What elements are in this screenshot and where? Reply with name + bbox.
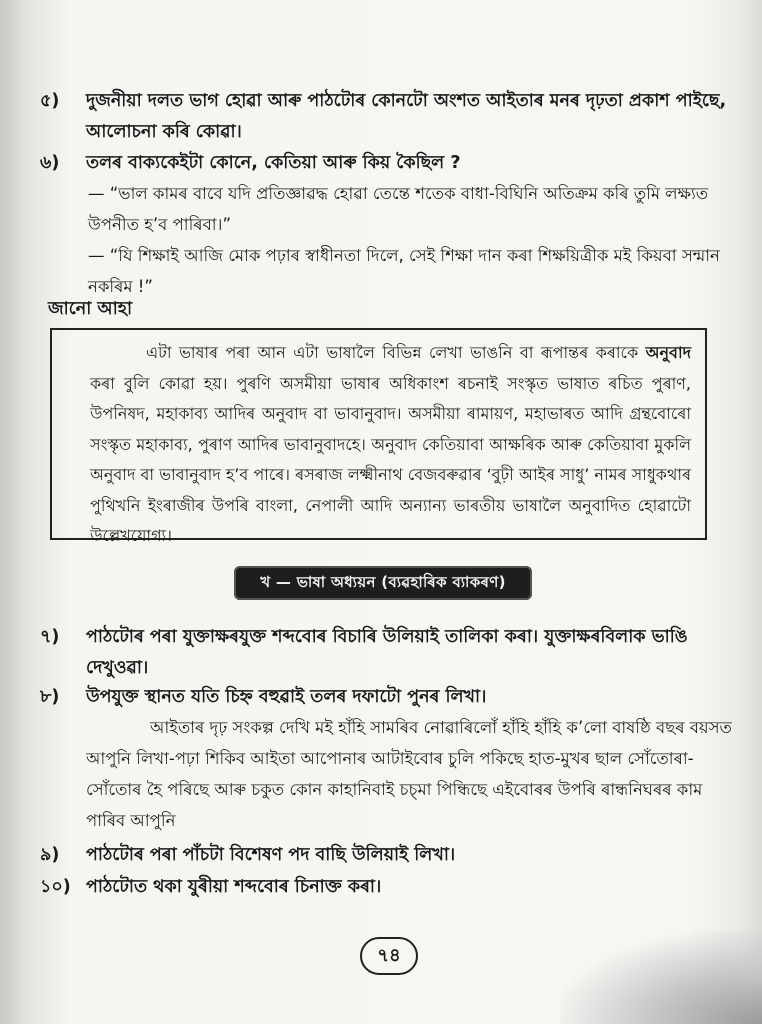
exercise-paragraph: [86, 712, 732, 836]
question-number: ৫): [40, 91, 60, 111]
know-more-heading: জানো আহা: [48, 299, 133, 319]
know-more-box: [50, 328, 707, 545]
question-10: [40, 872, 732, 903]
question-text: পাঠটোত থকা যুৰীয়া শব্দবোৰ চিনাক্ত কৰা।: [86, 877, 382, 897]
question-text: উপযুক্ত স্থানত যতি চিহ্ন বহুৱাই তলৰ দফাটো পুনৰ লিখা।: [86, 687, 487, 707]
know-more-text: [90, 338, 691, 552]
question-5: [40, 86, 732, 148]
page-shadow: [560, 930, 762, 1024]
question-number: ১০): [40, 877, 71, 897]
know-more-part1: এটা ভাষাৰ পৰা আন এটা ভাষালৈ বিভিন্ন লেখা ভাঙনি বা ৰূপান্তৰ কৰাকে: [146, 343, 646, 362]
know-more-part2: কৰা বুলি কোৱা হয়। পুৰণি অসমীয়া ভাষাৰ অধিকাংশ ৰচনাই সংস্কৃত ভাষাত ৰচিত পুৰাণ, উপনিষদ, মহাকাব্য আদিৰ অনুবাদ বা ভাবানুবাদ। অসমীয়া ৰামায়ণ, মহাভাৰত আদি গ্ৰন্থবোৰো সংস্কৃত মহাকাব্য, পুৰাণ আদিৰ ভাবানুবাদহে। অনুবাদ কেতিয়াবা আক্ষৰিক আৰু কেতিয়াবা মুকলি অনুবাদ বা ভাবানুবাদ হ’ব পাৰে। ৰসৰাজ লক্ষ্মীনাথ বেজবৰুৱাৰ ‘বুঢ়ী আইৰ সাধু’ নামৰ সাধুকথাৰ পুথিখনি ইংৰাজীৰ উপৰি বাংলা, নেপালী আদি অন্যান্য ভাৰতীয় ভাষালৈ অনুবাদিত হোৱাটো উল্লেখযোগ্য।: [90, 373, 691, 545]
question-number: ৭): [40, 627, 60, 647]
question-9: [40, 840, 732, 871]
question-6: [40, 148, 732, 179]
question-8: [40, 682, 732, 713]
question-text: তলৰ বাক্যকেইটা কোনে, কেতিয়া আৰু কিয় কৈছিল ?: [86, 153, 461, 173]
exercise-paragraph-text: আইতাৰ দৃঢ় সংকল্প দেখি মই হাঁহি সামৰিব নোৱাৰিলোঁ হাঁহি হাঁহি ক’লো বাষষ্ঠি বছৰ বয়সত আপুনি লিখা-পঢ়া শিকিব আইতা আপোনাৰ আটাইবোৰ চুলি পকিছে হাত-মুখৰ ছাল সোঁতোৰা-সোঁতোৰ হৈ পৰিছে আৰু চকুত কোন কাহানিবাই চচ্মা পিন্ধিছে এইবোৰৰ উপৰি ৰান্ধনিঘৰৰ কাম পাৰিব আপুনি: [86, 718, 732, 830]
question-text: দুজনীয়া দলত ভাগ হোৱা আৰু পাঠটোৰ কোনটো অংশত আইতাৰ মনৰ দৃঢ়তা প্ৰকাশ পাইছে, আলোচনা কৰি কোৱা।: [86, 91, 727, 142]
quote-2: — “যি শিক্ষাই আজি মোক পঢ়াৰ স্বাধীনতা দিলে, সেই শিক্ষা দান কৰা শিক্ষয়িত্ৰীক মই কিয়বা সন্মান নকৰিম !”: [88, 246, 720, 296]
question-number: ৬): [40, 153, 60, 173]
question-text: পাঠটোৰ পৰা যুক্তাক্ষৰযুক্ত শব্দবোৰ বিচাৰি উলিয়াই তালিকা কৰা। যুক্তাক্ষৰবিলাক ভাঙি দেখুওৱা।: [86, 627, 688, 678]
question-number: ৯): [40, 845, 60, 865]
section-banner-text: খ — ভাষা অধ্যয়ন (ব্যৱহাৰিক ব্যাকৰণ): [260, 572, 506, 591]
quote-1: — “ভাল কামৰ বাবে যদি প্ৰতিজ্ঞাৱদ্ধ হোৱা তেন্তে শতেক বাধা-বিঘিনি অতিক্ৰম কৰি তুমি লক্ষ্যত উপনীত হ’ব পাৰিবা।”: [88, 184, 709, 234]
know-more-bold-word: অনুবাদ: [645, 343, 691, 362]
question-number: ৮): [40, 687, 60, 707]
question-7: [40, 622, 732, 684]
section-banner: [234, 566, 532, 600]
question-text: পাঠটোৰ পৰা পাঁচটা বিশেষণ পদ বাছি উলিয়াই লিখা।: [86, 845, 456, 865]
page-number: ৭৪: [360, 937, 418, 975]
